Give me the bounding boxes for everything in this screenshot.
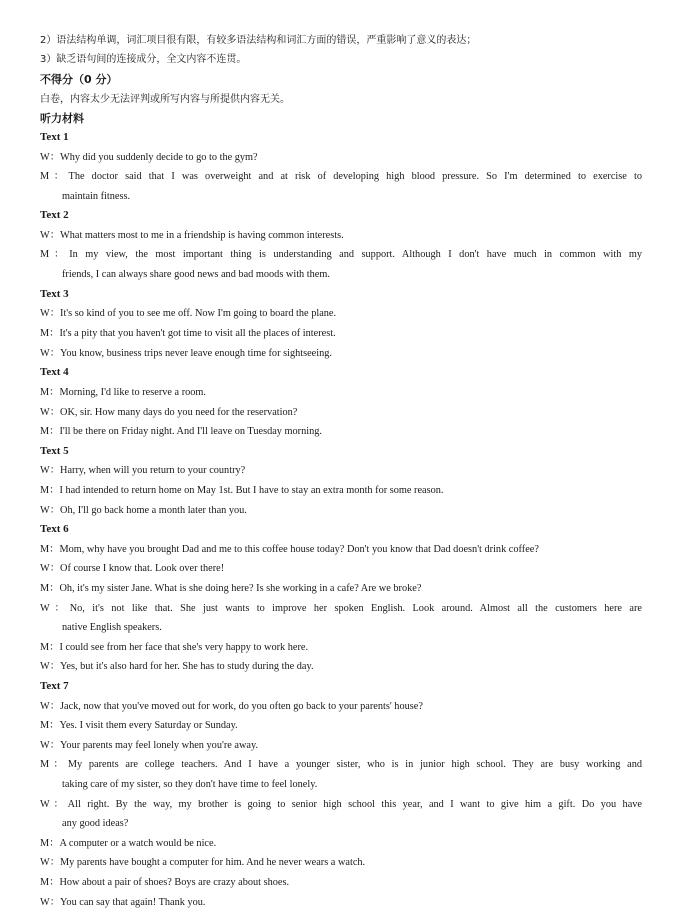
dialogue-line: W：All right. By the way, my brother is going to senior high school this year, and I want to give him a gift. Do you have [40,799,642,810]
text-title: Text 7 [40,680,69,692]
scoring-item-3: 3）缺乏语句间的连接成分，全文内容不连贯。 [40,54,247,65]
dialogue-line: M：Oh, it's my sister Jane. What is she doing here? Is she working in a cafe? Are we broke? [40,583,422,594]
dialogue-line: W：No, it's not like that. She just wants to improve her spoken English. Look around. Almost all the customers here are [40,603,642,614]
dialogue-line: maintain fitness. [62,191,131,202]
dialogue-line: W：Of course I know that. Look over there! [40,563,225,574]
dialogue-line: W：Why did you suddenly decide to go to the gym? [40,152,258,163]
zero-score-title: 不得分（0 分） [40,73,118,86]
dialogue-line: W：You know, business trips never leave enough time for sightseeing. [40,348,332,359]
text-title: Text 1 [40,131,69,143]
dialogue-line: W：Oh, I'll go back home a month later than you. [40,505,247,516]
zero-score-desc: 白卷，内容太少无法评判或所写内容与所提供内容无关。 [40,94,290,105]
dialogue-line: M：My parents are college teachers. And I have a younger sister, who is in junior high school. They are busy working and [40,759,642,770]
dialogue-line: friends, I can always share good news and bad moods with them. [62,269,330,280]
dialogue-line: M：Yes. I visit them every Saturday or Sunday. [40,720,238,731]
section-title: 听力材料 [40,112,84,125]
dialogue-line: M：It's a pity that you haven't got time to visit all the places of interest. [40,328,336,339]
text-title: Text 4 [40,366,69,378]
dialogue-line: M：How about a pair of shoes? Boys are crazy about shoes. [40,877,290,888]
dialogue-line: W：Your parents may feel lonely when you're away. [40,740,259,751]
dialogue-line: M：I had intended to return home on May 1st. But I have to stay an extra month for some reason. [40,485,444,496]
dialogue-line: W：It's so kind of you to see me off. Now I'm going to board the plane. [40,308,337,319]
text-title: Text 5 [40,445,69,457]
dialogue-line: native English speakers. [62,622,162,633]
dialogue-line: W：My parents have bought a computer for him. And he never wears a watch. [40,857,366,868]
dialogue-line: M：I could see from her face that she's very happy to work here. [40,642,309,653]
dialogue-line: W：You can say that again! Thank you. [40,897,206,908]
dialogue-line: W：Yes, but it's also hard for her. She has to study during the day. [40,661,314,672]
dialogue-line: W：What matters most to me in a friendship is having common interests. [40,230,344,241]
dialogue-line: any good ideas? [62,818,129,829]
dialogue-line: taking care of my sister, so they don't have time to feel lonely. [62,779,318,790]
text-title: Text 2 [40,209,69,221]
dialogue-line: W：OK, sir. How many days do you need for the reservation? [40,407,298,418]
dialogue-line: M：The doctor said that I was overweight and at risk of developing high blood pressure. So I'm determined to exercise to [40,171,642,182]
dialogue-line: M：Morning, I'd like to reserve a room. [40,387,206,398]
dialogue-line: W：Harry, when will you return to your country? [40,465,246,476]
dialogue-line: M：Mom, why have you brought Dad and me to this coffee house today? Don't you know that Dad doesn't drink coffee? [40,544,539,555]
dialogue-line: M：I'll be there on Friday night. And I'll leave on Tuesday morning. [40,426,322,437]
text-title: Text 6 [40,523,69,535]
scoring-item-2: 2）语法结构单调，词汇项目很有限，有较多语法结构和词汇方面的错误，严重影响了意义的表达； [40,35,477,46]
dialogue-line: M：A computer or a watch would be nice. [40,838,217,849]
dialogue-line: W：Jack, now that you've moved out for work, do you often go back to your parents' house? [40,701,423,712]
dialogue-line: M：In my view, the most important thing is understanding and support. Although I don't have much in common with my [40,249,642,260]
text-title: Text 3 [40,288,69,300]
